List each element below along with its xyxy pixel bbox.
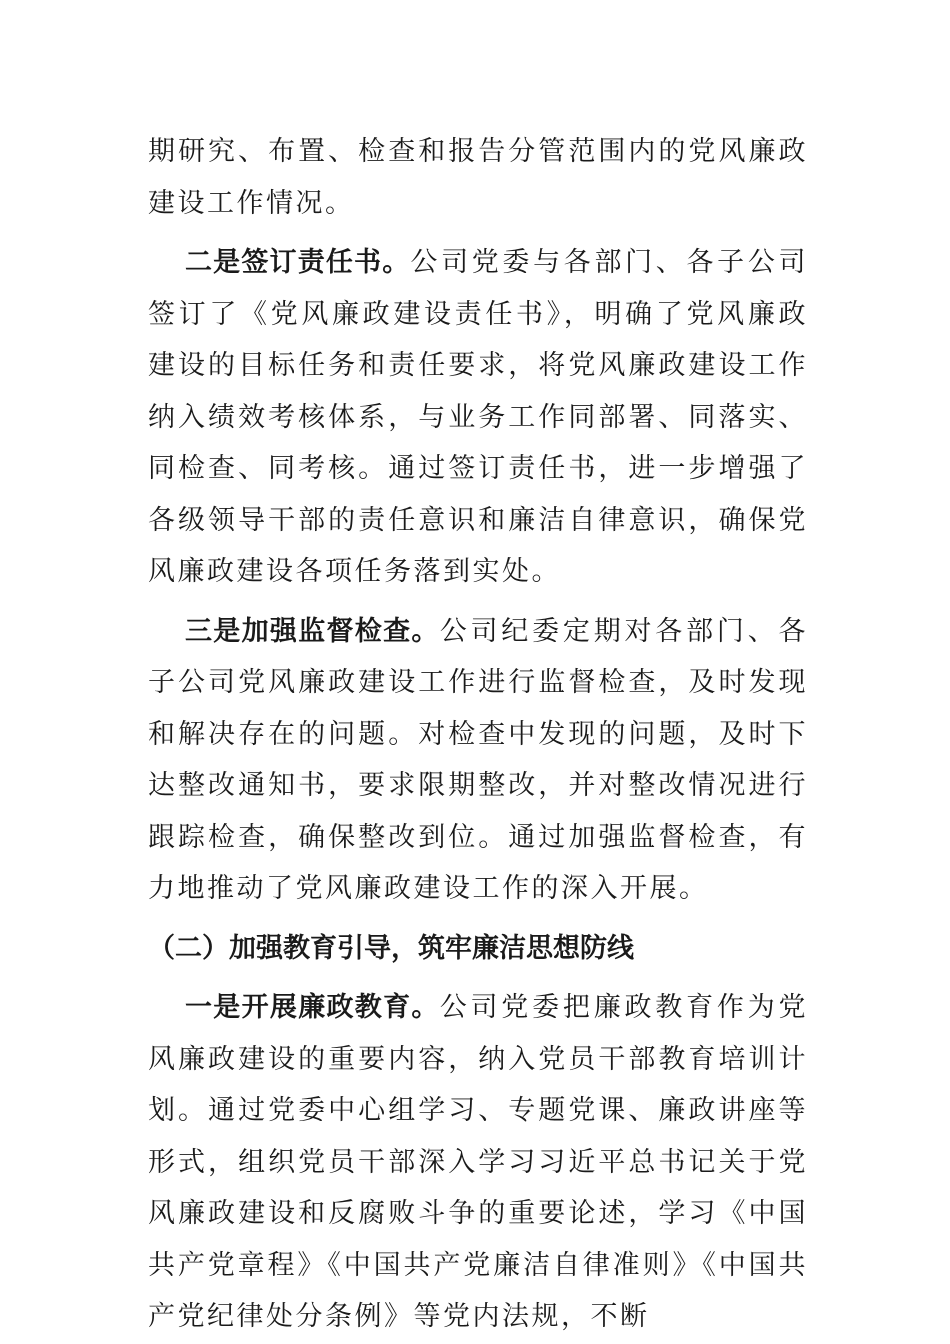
paragraph-continued <box>148 126 808 229</box>
paragraph-text: 公司纪委定期对各部门、各子公司党风廉政建设工作进行监督检查，及时发现和解决存在的问题。对检查中发现的问题，及时下达整改通知书，要求限期整改，并对整改情况进行跟踪检查，确保整改到位。通过加强监督检查，有力地推动了党风廉政建设工作的深入开展。 <box>148 615 809 904</box>
paragraph-text: 期研究、布置、检查和报告分管范围内的党风廉政建设工作情况。 <box>148 136 808 219</box>
document-body <box>148 126 808 1343</box>
paragraph-lead: 三是加强监督检查。 <box>185 615 440 647</box>
paragraph-lead: 一是开展廉政教育。 <box>185 992 440 1023</box>
section-heading: （二）加强教育引导，筑牢廉洁思想防线 <box>148 932 634 964</box>
paragraph-text: 公司党委把廉政教育作为党风廉政建设的重要内容，纳入党员干部教育培训计划。通过党委中心组学习、专题党课、廉政讲座等形式，组织党员干部深入学习习近平总书记关于党风廉政建设和反腐败斗争的重要论述，学习《中国共产党章程》《中国共产党廉洁自律准则》《中国共产党纪律处分条例》等党内法规，不断 <box>148 992 809 1332</box>
paragraph-sign-responsibility <box>148 237 808 598</box>
paragraph-education <box>148 982 808 1343</box>
paragraph-text: 公司党委与各部门、各子公司签订了《党风廉政建设责任书》，明确了党风廉政建设的目标任务和责任要求，将党风廉政建设工作纳入绩效考核体系，与业务工作同部署、同落实、同检查、同考核。通过签订责任书，进一步增强了各级领导干部的责任意识和廉洁自律意识，确保党风廉政建设各项任务落到实处。 <box>148 247 809 587</box>
paragraph-lead: 二是签订责任书。 <box>185 247 411 278</box>
paragraph-supervision <box>148 606 808 915</box>
